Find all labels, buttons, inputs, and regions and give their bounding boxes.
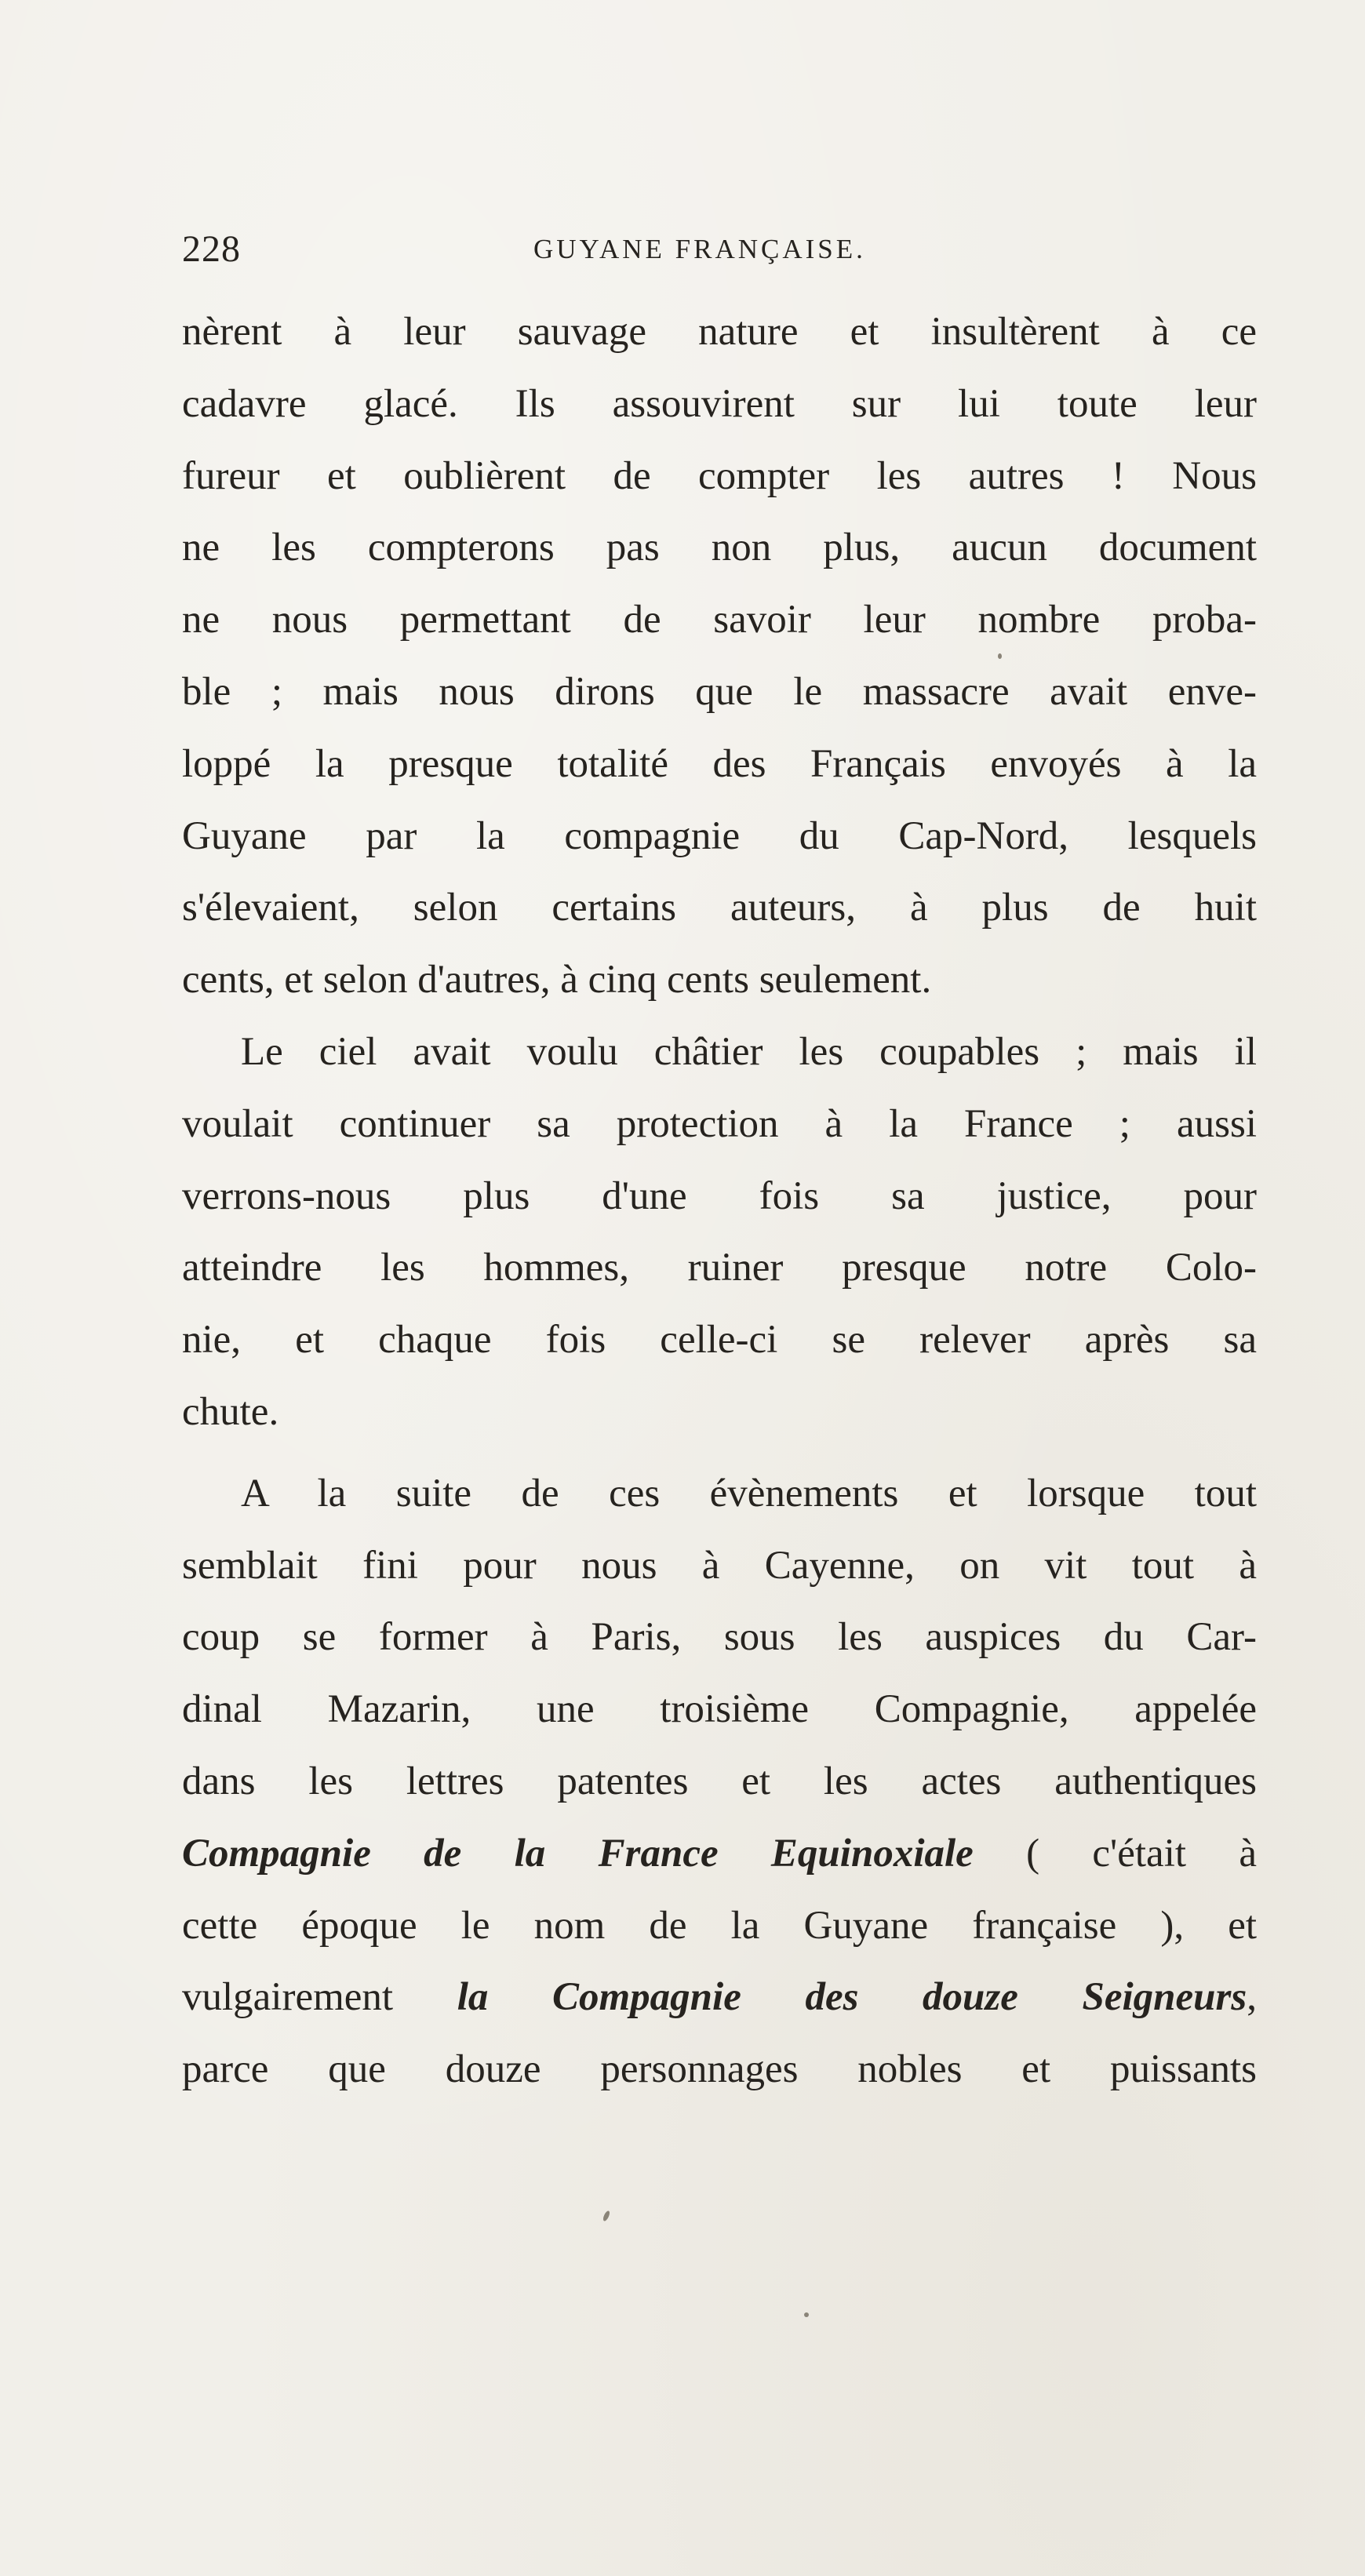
text-line: fureur et oublièrent de compter les autres ! Nous (182, 453, 1257, 498)
text-line: ne nous permettant de savoir leur nombre proba- (182, 598, 1257, 642)
text-line: semblait fini pour nous à Cayenne, on vit tout à (182, 1543, 1257, 1588)
text-line: cette époque le nom de la Guyane française ), et (182, 1903, 1257, 1948)
text-line: Le ciel avait voulu châtier les coupables ; mais il (241, 1029, 1257, 1074)
paper-speck (602, 2210, 610, 2221)
text-fragment: vulgairement (182, 1975, 457, 2020)
text-line: coup se former à Paris, sous les auspices du Car- (182, 1615, 1257, 1660)
running-head (182, 218, 1265, 281)
running-title: GUYANE FRANÇAISE. (533, 234, 866, 264)
text-line: atteindre les hommes, ruiner presque notre Colo- (182, 1246, 1257, 1290)
text-fragment: ( c'était à (973, 1831, 1257, 1876)
italic-company-nickname: la Compagnie des douze Seigneurs (457, 1975, 1247, 2020)
page-number: 228 (182, 228, 241, 270)
paragraph-gap (182, 1449, 1257, 1458)
text-line: chute. (182, 1389, 279, 1434)
text-line: ne les compterons pas non plus, aucun document (182, 526, 1257, 570)
paragraph-3 (182, 1458, 1257, 2106)
text-line: parce que douze personnages nobles et puissants (182, 2047, 1257, 2092)
text-line: voulait continuer sa protection à la France ; aussi (182, 1101, 1257, 1146)
paragraph-2 (182, 1017, 1257, 1449)
paper-speck (804, 2312, 809, 2317)
italic-company-name: Compagnie de la France Equinoxiale (182, 1831, 974, 1876)
text-line: nèrent à leur sauvage nature et insultèrent à ce (182, 310, 1257, 354)
text-fragment: , (1247, 1975, 1257, 2020)
text-line: cadavre glacé. Ils assouvirent sur lui toute leur (182, 381, 1257, 426)
body-text (182, 297, 1257, 2106)
text-line-mixed (182, 1962, 1257, 2034)
text-line: A la suite de ces évènements et lorsque tout (241, 1471, 1257, 1515)
paragraph-1 (182, 297, 1257, 1017)
paper-speck (998, 653, 1002, 659)
text-line: s'élevaient, selon certains auteurs, à plus de huit (182, 886, 1257, 930)
text-line: nie, et chaque fois celle-ci se relever après sa (182, 1318, 1257, 1363)
text-line: Guyane par la compagnie du Cap-Nord, lesquels (182, 813, 1257, 858)
text-line: cents, et selon d'autres, à cinq cents seulement. (182, 958, 932, 1002)
text-line: dinal Mazarin, une troisième Compagnie, appelée (182, 1687, 1257, 1732)
text-line: ble ; mais nous dirons que le massacre avait enve- (182, 669, 1257, 714)
text-line: dans les lettres patentes et les actes authentiques (182, 1759, 1257, 1803)
text-line: loppé la presque totalité des Français envoyés à la (182, 741, 1257, 786)
text-line-italic (182, 1818, 1257, 1890)
text-line: verrons-nous plus d'une fois sa justice, pour (182, 1173, 1257, 1218)
